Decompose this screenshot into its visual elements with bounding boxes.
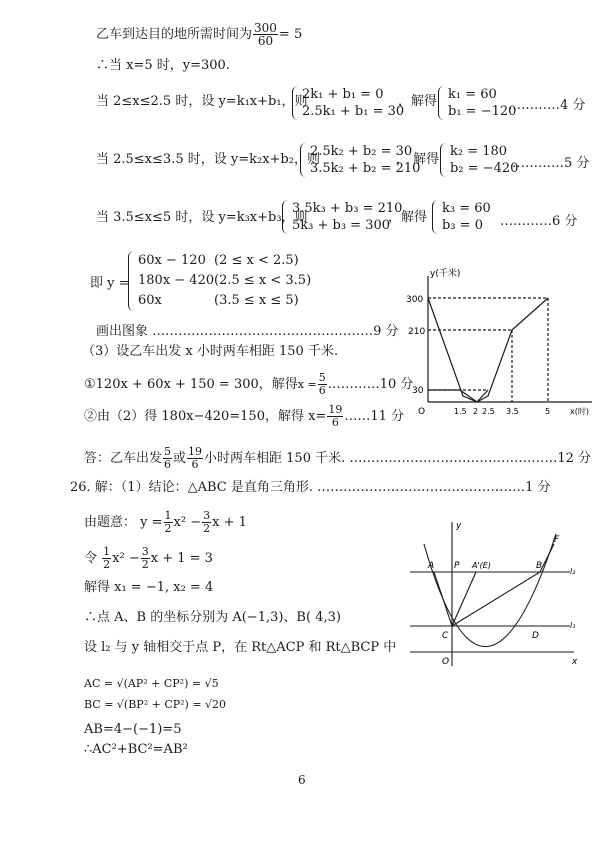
score-6: …………6 分 (500, 214, 578, 229)
score-5: …………5 分 (512, 156, 590, 171)
conclusion-eq: ∴AC²+BC²=AB² (84, 742, 188, 757)
label-a-prime: A'(E) (472, 561, 491, 570)
label-l2: l₂ (570, 567, 576, 576)
piecewise-function: 60x − 120 (2 ≤ x < 2.5) 180x − 420(2.5 ≤ x < 3.5) 60x (3.5 ≤ x ≤ 5) (128, 251, 311, 311)
points-line: ∴点 A、B 的坐标分别为 A(−1,3)、B( 4,3) (84, 610, 341, 625)
parabola-graph (404, 514, 584, 674)
x-tick-2.5: 2.5 (482, 407, 495, 416)
label-p: P (454, 561, 460, 571)
line-case1-mid: ，解得 (398, 94, 438, 109)
draw-graph-line: 画出图象 ……………………………………………9 分 (96, 324, 399, 339)
solve-roots: 解得 x₁ = −1, x₂ = 4 (84, 580, 214, 595)
system-case3: 3.5k₃ + b₃ = 210 5k₃ + b₃ = 300 (282, 200, 402, 234)
y-tick-30: 30 (412, 386, 424, 396)
case2-eq: ②由（2）得 180x−420=150，解得 x= $\frac{19}{6}$ ……11 分 (84, 403, 405, 429)
segment-ac (434, 572, 452, 626)
given-eq: 由题意： y = $\frac{1}{2}$ x² − $\frac{3}{2}$ x + 1 (84, 509, 247, 535)
y-tick-210: 210 (408, 327, 426, 337)
answer-line: 答：乙车出发 $\frac{5}{6}$ 或 $\frac{19}{6}$ 小时两车相距 150 千米. …………………………………………12 分 (84, 445, 592, 471)
line-time-b: 乙车到达目的地所需时间为 $\frac{300}{60}$ = 5 (96, 21, 303, 48)
label-f: F (554, 535, 560, 545)
x-axis-label: x(时) (570, 407, 589, 416)
problem26-heading: 26. 解：（1）结论：△ABC 是直角三角形. …………………………………………1 分 (70, 480, 551, 495)
line-case3-pre: 当 3.5≤x≤5 时，设 y=k₃x+b₃，则 (96, 210, 308, 225)
label-c: C (442, 631, 449, 641)
label-x: x (572, 657, 578, 667)
label-o: O (442, 657, 450, 667)
page-number: 6 (298, 773, 306, 787)
distance-time-graph (400, 262, 600, 432)
y-axis-label: y(千米) (430, 269, 461, 279)
label-y: y (456, 521, 462, 531)
label-d: D (532, 631, 539, 641)
line-case1-pre: 当 2≤x≤2.5 时，设 y=k₁x+b₁，则 (96, 94, 308, 109)
label-l1: l₁ (570, 621, 576, 630)
x-tick-5: 5 (545, 407, 551, 416)
x-tick-3.5: 3.5 (506, 407, 519, 416)
ac-eq: AC = √(AP² + CP²) = √5 (84, 677, 219, 690)
piecewise-pre: 即 y = (90, 276, 130, 291)
solution-case3: k₃ = 60 b₃ = 0 (432, 200, 491, 234)
l2-line: 设 l₂ 与 y 轴相交于点 P，在 Rt△ACP 和 Rt△BCP 中 (84, 640, 397, 655)
line-case2-pre: 当 2.5≤x≤3.5 时，设 y=k₂x+b₂，则 (96, 152, 320, 167)
origin-label: O (418, 407, 426, 417)
ab-eq: AB=4−(−1)=5 (84, 722, 182, 737)
car-a-path (428, 390, 488, 402)
line-case3-mid: ，解得 (388, 210, 428, 225)
let-eq: 令 $\frac{1}{2}$ x² − $\frac{3}{2}$ x + 1 = 3 (84, 545, 213, 571)
label-a: A (428, 561, 435, 571)
car-b-path (428, 298, 548, 402)
solution-case2: k₂ = 180 b₂ = −420 (440, 143, 518, 177)
label-b: B (536, 561, 543, 571)
line-case2-mid: ， 解得 (396, 152, 440, 167)
case1-eq: ①120x + 60x + 150 = 300，解得x = $\frac{5}{6}$ …………10 分 (84, 371, 414, 397)
segment-ca (452, 572, 476, 626)
line-x5: ∴当 x=5 时，y=300. (96, 58, 230, 73)
system-case1: 2k₁ + b₁ = 0 2.5k₁ + b₁ = 30 (292, 86, 404, 120)
x-tick-1.5: 1.5 (454, 407, 467, 416)
part3-line: （3）设乙车出发 x 小时两车相距 150 千米. (82, 344, 339, 359)
x-tick-2: 2 (473, 407, 479, 416)
solution-case1: k₁ = 60 b₁ = −120 (438, 86, 516, 120)
score-4: …………4 分 (508, 98, 586, 113)
segment-bc (452, 572, 540, 626)
y-tick-300: 300 (406, 295, 424, 305)
parabola-curve (424, 534, 556, 647)
system-case2: 2.5k₂ + b₂ = 30 3.5k₂ + b₂ = 210 (300, 143, 420, 177)
bc-eq: BC = √(BP² + CP²) = √20 (84, 698, 227, 711)
